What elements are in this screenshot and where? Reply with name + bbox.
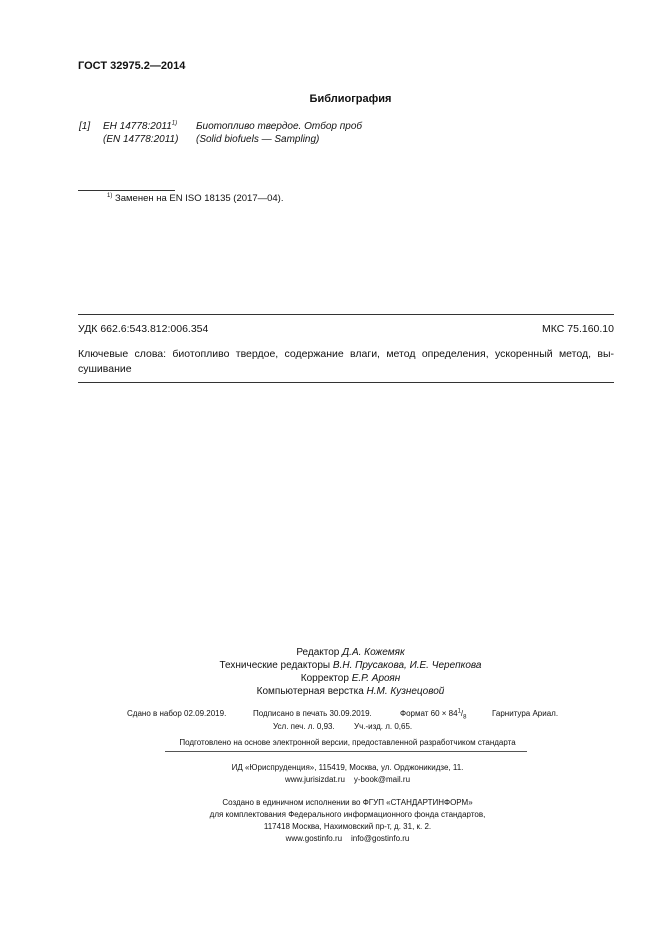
publisher-site[interactable]: www.jurisizdat.ru bbox=[284, 775, 345, 784]
bib-entry-standard bbox=[103, 121, 177, 132]
imprint-format: Формат $60 \times 84^1/_8$ bbox=[400, 708, 467, 721]
corrector-name: Е.Р. Ароян bbox=[351, 673, 401, 684]
layout-name: Н.М. Кузнецовой bbox=[366, 686, 445, 697]
standard-code: ГОСТ 32975.2—2014 bbox=[78, 60, 186, 72]
bib-title-en: (Solid biofuels — Sampling) bbox=[196, 134, 320, 145]
publisher-line3: Создано в единичном исполнении во ФГУП «СТАНДАРТИНФОРМ» bbox=[222, 798, 473, 807]
bib-title-ru: Биотопливо твердое. Отбор проб bbox=[196, 121, 363, 132]
format-prefix: Формат 60 × 84 bbox=[400, 709, 458, 718]
editor-name: Д.А. Кожемяк bbox=[342, 647, 405, 658]
imprint-typeface: Гарнитура Ариал. bbox=[492, 709, 559, 718]
publisher-line4: для комплектования Федерального информационного фонда стандартов, bbox=[209, 810, 486, 819]
editor-label: Редактор bbox=[296, 647, 340, 658]
tech-label: Технические редакторы bbox=[219, 660, 331, 671]
credit-layout bbox=[0, 685, 661, 698]
gostinfo-site[interactable]: www.gostinfo.ru bbox=[285, 834, 343, 843]
gostinfo-email[interactable]: info@gostinfo.ru bbox=[350, 834, 410, 843]
mks-code: МКС 75.160.10 bbox=[542, 323, 614, 335]
footnote-mark: 1) bbox=[107, 192, 113, 199]
divider-top bbox=[78, 314, 614, 315]
bib-standard-ru: ЕН 14778:2011 bbox=[103, 121, 172, 132]
divider-bottom bbox=[78, 382, 614, 383]
prepared-note: Подготовлено на основе электронной версии, предоставленной разработчиком стандарта bbox=[179, 738, 516, 747]
keywords: Ключевые слова: биотопливо твердое, содержание влаги, метод определения, ускоренный метод, вы-сушивание bbox=[78, 348, 614, 375]
imprint-submitted: Сдано в набор 02.09.2019. bbox=[127, 709, 227, 718]
publisher-email[interactable]: y-book@mail.ru bbox=[353, 775, 411, 784]
footnote-text: Заменен на EN ISO 18135 (2017—04). bbox=[114, 193, 284, 204]
imprint-publ-sheets: Уч.-изд. л. 0,65. bbox=[354, 722, 413, 731]
format-denominator: 8 bbox=[463, 714, 467, 721]
imprint-print-sheets: Усл. печ. л. 0,93. bbox=[273, 722, 335, 731]
footnote bbox=[107, 193, 283, 204]
tech-names: В.Н. Прусакова, И.Е. Черепкова bbox=[332, 660, 482, 671]
bibliography-title: Библиография bbox=[309, 93, 392, 105]
footnote-divider bbox=[78, 190, 175, 191]
credit-tech-editors bbox=[0, 659, 661, 672]
bib-entry-number: [1] bbox=[79, 121, 91, 132]
publisher-line6 bbox=[0, 833, 661, 845]
credit-corrector bbox=[0, 672, 661, 685]
publisher-line2 bbox=[0, 774, 661, 786]
bib-standard-en: (EN 14778:2011) bbox=[103, 134, 179, 145]
udk-code: УДК 662.6:543.812:006.354 bbox=[78, 323, 209, 335]
format-numerator: 1 bbox=[457, 708, 461, 715]
footnote-ref: 1) bbox=[171, 120, 178, 127]
publisher-line1: ИД «Юриспруденция», 115419, Москва, ул. Орджоникидзе, 11. bbox=[231, 763, 464, 772]
layout-label: Компьютерная верстка bbox=[256, 686, 364, 697]
credit-editor bbox=[0, 646, 661, 659]
imprint-signed: Подписано в печать 30.09.2019. bbox=[253, 709, 372, 718]
publisher-line5: 117418 Москва, Нахимовский пр-т, д. 31, к. 2. bbox=[263, 822, 432, 831]
divider-imprint bbox=[165, 751, 527, 752]
corrector-label: Корректор bbox=[300, 673, 349, 684]
